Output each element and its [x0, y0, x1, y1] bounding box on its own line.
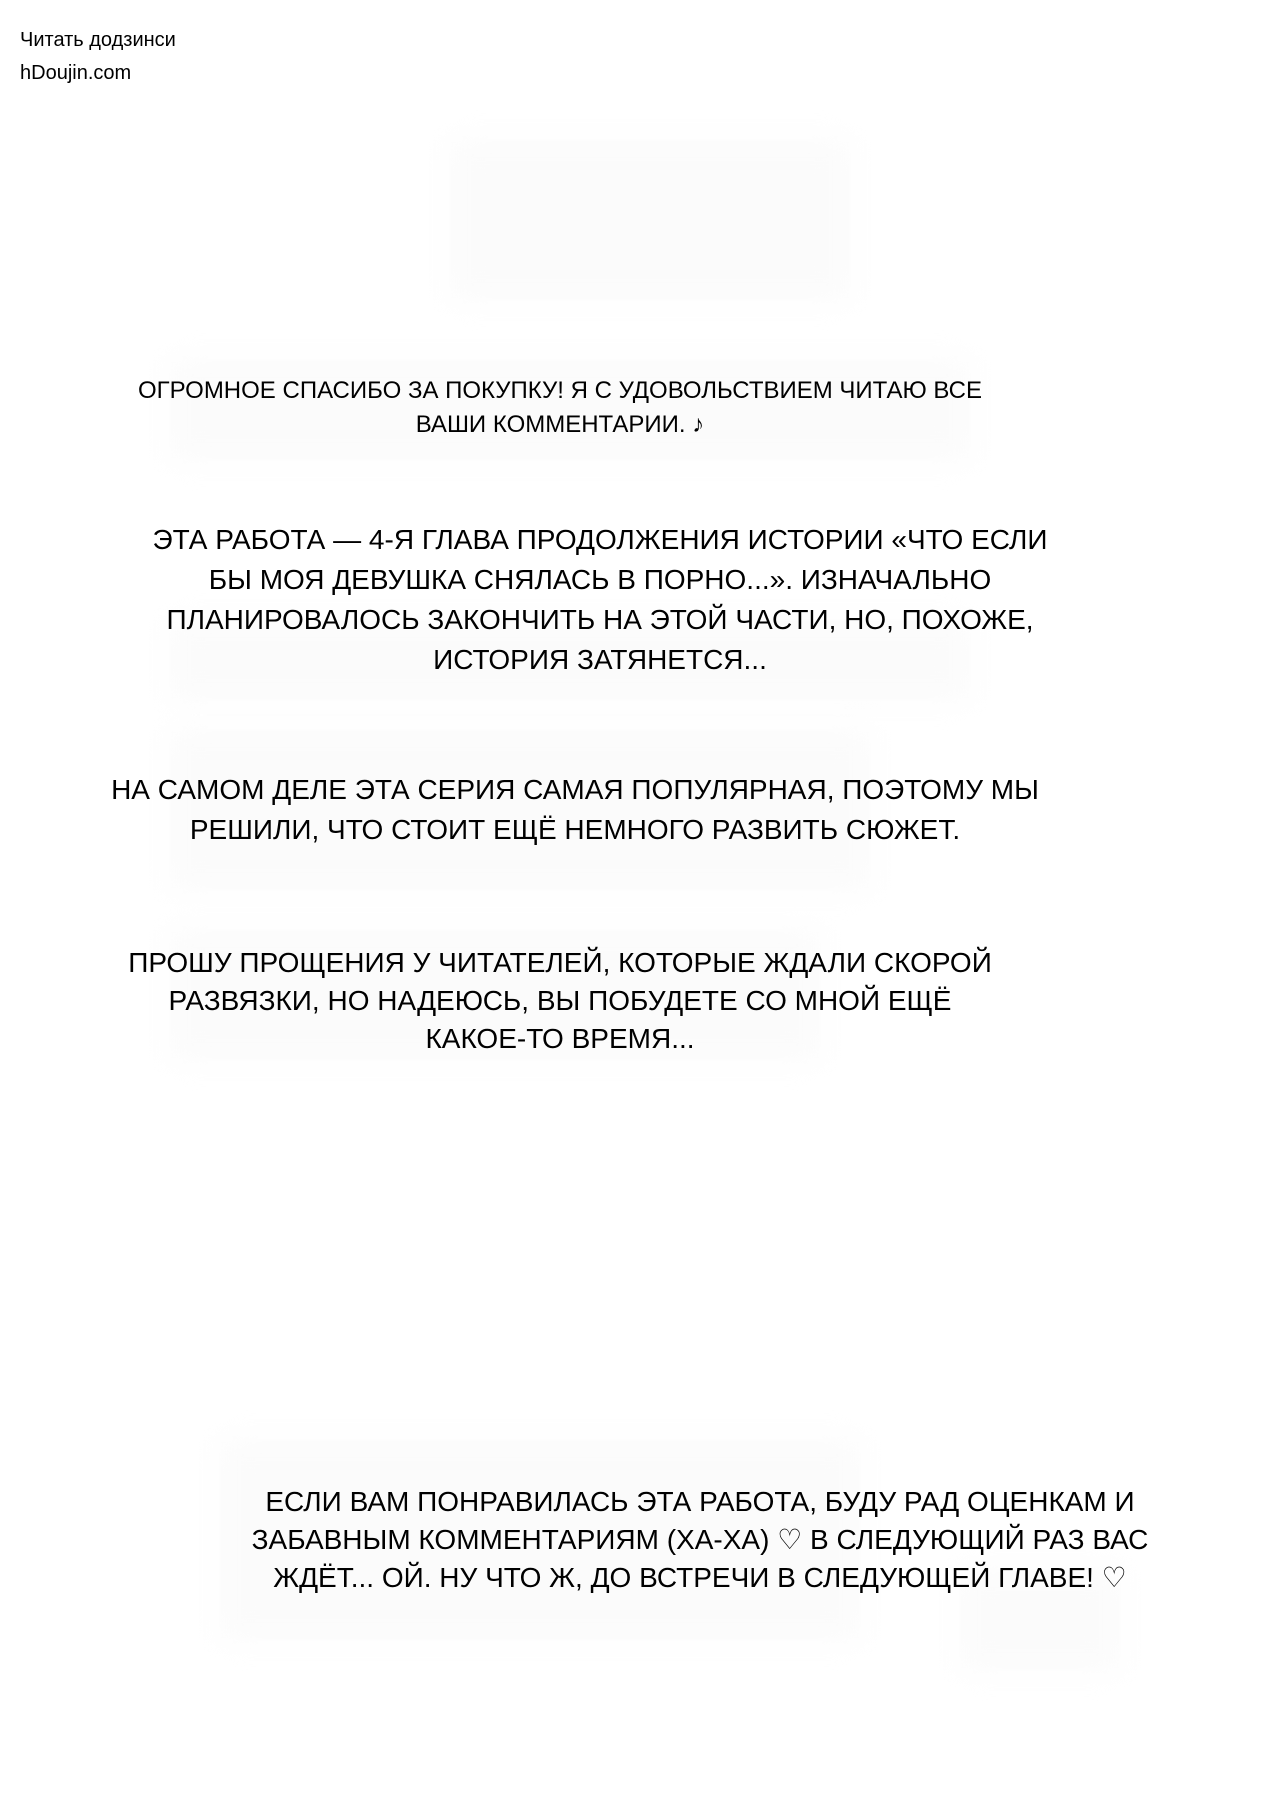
erased-area-1	[450, 140, 850, 300]
afterword-paragraph-4	[60, 944, 1060, 1058]
text-line: БЫ МОЯ ДЕВУШКА СНЯЛАСЬ В ПОРНО...». ИЗНАЧАЛЬНО	[208, 564, 992, 595]
afterword-paragraph-2	[60, 520, 1140, 680]
afterword-paragraph-3	[60, 770, 1090, 850]
text-line: ЗАБАВНЫМ КОММЕНТАРИЯМ (ХА-ХА) ♡ В СЛЕДУЮЩИЙ РАЗ ВАС	[251, 1524, 1149, 1555]
text-line: ЕСЛИ ВАМ ПОНРАВИЛАСЬ ЭТА РАБОТА, БУДУ РАД ОЦЕНКАМ И	[265, 1486, 1135, 1517]
site-watermark	[20, 24, 176, 90]
afterword-paragraph-5	[150, 1483, 1250, 1597]
watermark-line-1: Читать додзинси	[20, 29, 176, 51]
text-line: ОГРОМНОЕ СПАСИБО ЗА ПОКУПКУ! Я С УДОВОЛЬСТВИЕМ ЧИТАЮ ВСЕ	[138, 377, 982, 404]
text-line: ПЛАНИРОВАЛОСЬ ЗАКОНЧИТЬ НА ЭТОЙ ЧАСТИ, НО, ПОХОЖЕ,	[166, 604, 1034, 635]
text-line: ВАШИ КОММЕНТАРИИ. ♪	[415, 411, 705, 438]
text-line: НА САМОМ ДЕЛЕ ЭТА СЕРИЯ САМАЯ ПОПУЛЯРНАЯ, ПОЭТОМУ МЫ	[111, 774, 1039, 805]
text-line: КАКОЕ-ТО ВРЕМЯ...	[425, 1023, 695, 1054]
text-line: ИСТОРИЯ ЗАТЯНЕТСЯ...	[433, 644, 767, 675]
text-line: ЖДЁТ... ОЙ. НУ ЧТО Ж, ДО ВСТРЕЧИ В СЛЕДУЮЩЕЙ ГЛАВЕ! ♡	[273, 1562, 1127, 1593]
text-line: ПРОШУ ПРОЩЕНИЯ У ЧИТАТЕЛЕЙ, КОТОРЫЕ ЖДАЛИ СКОРОЙ	[128, 947, 992, 978]
text-line: РЕШИЛИ, ЧТО СТОИТ ЕЩЁ НЕМНОГО РАЗВИТЬ СЮЖЕТ.	[189, 814, 961, 845]
text-line: ЭТА РАБОТА — 4-Я ГЛАВА ПРОДОЛЖЕНИЯ ИСТОРИИ «ЧТО ЕСЛИ	[152, 524, 1048, 555]
text-line: РАЗВЯЗКИ, НО НАДЕЮСЬ, ВЫ ПОБУДЕТЕ СО МНОЙ ЕЩЁ	[168, 985, 952, 1016]
watermark-line-2: hDoujin.com	[20, 62, 132, 84]
afterword-paragraph-1	[60, 374, 1060, 442]
